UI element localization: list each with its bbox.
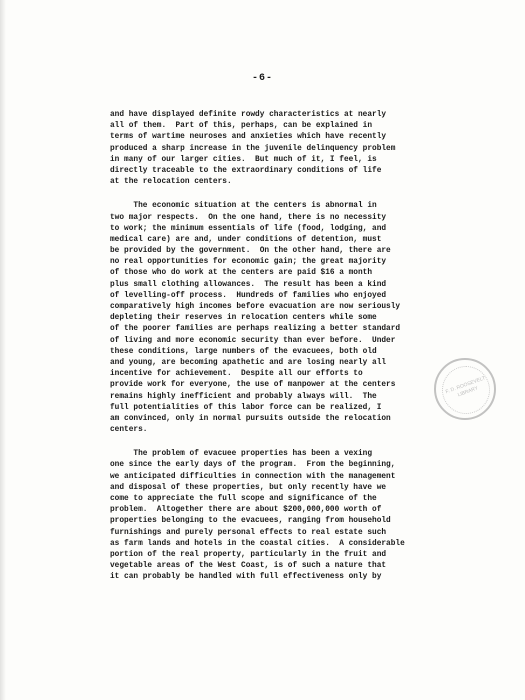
- text-line: depleting their reserves in relocation centers while some: [110, 314, 377, 323]
- text-line: of levelling-off process. Hundreds of families who enjoyed: [110, 291, 387, 300]
- paragraph: [110, 449, 450, 583]
- text-line: full potentialities of this labor force can be realized, I: [110, 403, 382, 412]
- text-line: all of them. Part of this, perhaps, can be explained in: [110, 122, 373, 131]
- text-line: in many of our larger cities. But much of it, I feel, is: [110, 155, 377, 164]
- paragraph: [110, 201, 450, 436]
- text-line: vegetable areas of the West Coast, is of such a nature that: [110, 562, 387, 571]
- text-line: remains highly inefficient and probably always will. The: [110, 392, 377, 401]
- text-line: The problem of evacuee properties has been a vexing: [110, 450, 373, 459]
- text-line: produced a sharp increase in the juvenile delinquency problem: [110, 144, 396, 153]
- text-line: as farm lands and hotels in the coastal cities. A considerable: [110, 539, 405, 548]
- text-line: directly traceable to the extraordinary conditions of life: [110, 166, 382, 175]
- text-line: of living and more economic security than ever before. Under: [110, 336, 396, 345]
- text-line: medical care) are and, under conditions of detention, must: [110, 235, 382, 244]
- text-line: and disposal of these properties, but only recently have we: [110, 483, 387, 492]
- text-line: to work; the minimum essentials of life (food, lodging, and: [110, 224, 387, 233]
- text-line: portion of the real property, particularly in the fruit and: [110, 550, 387, 559]
- text-line: centers.: [110, 426, 148, 435]
- text-line: at the relocation centers.: [110, 178, 232, 187]
- text-line: we anticipated difficulties in connection with the management: [110, 472, 396, 481]
- text-line: one since the early days of the program. From the beginning,: [110, 461, 396, 470]
- text-line: am convinced, only in normal pursuits outside the relocation: [110, 414, 391, 423]
- text-line: and young, are becoming apathetic and are losing nearly all: [110, 358, 387, 367]
- text-line: plus small clothing allowances. The result has been a kind: [110, 280, 387, 289]
- text-line: terms of wartime neuroses and anxieties which have recently: [110, 133, 387, 142]
- stamp-lettering: F. D. ROOSEVELT LIBRARY: [444, 375, 487, 399]
- text-line: it can probably be handled with full effectiveness only by: [110, 573, 382, 582]
- text-line: of the poorer families are perhaps realizing a better standard: [110, 325, 401, 334]
- text-line: and have displayed definite rowdy characteristics at nearly: [110, 111, 387, 119]
- text-line: come to appreciate the full scope and significance of the: [110, 495, 377, 503]
- scan-edge: [0, 0, 6, 700]
- text-line: properties belonging to the evacuees, ranging from household: [110, 517, 391, 526]
- text-line: furnishings and purely personal effects to real estate such: [110, 528, 387, 537]
- text-line: incentive for achievement. Despite all our efforts to: [110, 370, 363, 379]
- text-line: these conditions, large numbers of the evacuees, both old: [110, 347, 377, 356]
- text-line: two major respects. On the one hand, there is no necessity: [110, 213, 387, 222]
- text-line: The economic situation at the centers is abnormal in: [110, 202, 377, 211]
- text-line: provide work for everyone, the use of manpower at the centers: [110, 381, 396, 390]
- text-line: problem. Altogether there are about $200,000,000 worth of: [110, 506, 382, 515]
- paragraph: [110, 110, 450, 188]
- library-stamp: [434, 358, 496, 420]
- page-number: -6-: [251, 73, 273, 84]
- text-line: of those who do work at the centers are paid $16 a month: [110, 269, 373, 278]
- body-text: [110, 110, 450, 597]
- text-line: be provided by the government. On the other hand, there are: [110, 247, 391, 256]
- text-line: comparatively high incomes before evacuation are now seriously: [110, 303, 401, 311]
- text-line: no real opportunities for economic gain; the great majority: [110, 258, 387, 267]
